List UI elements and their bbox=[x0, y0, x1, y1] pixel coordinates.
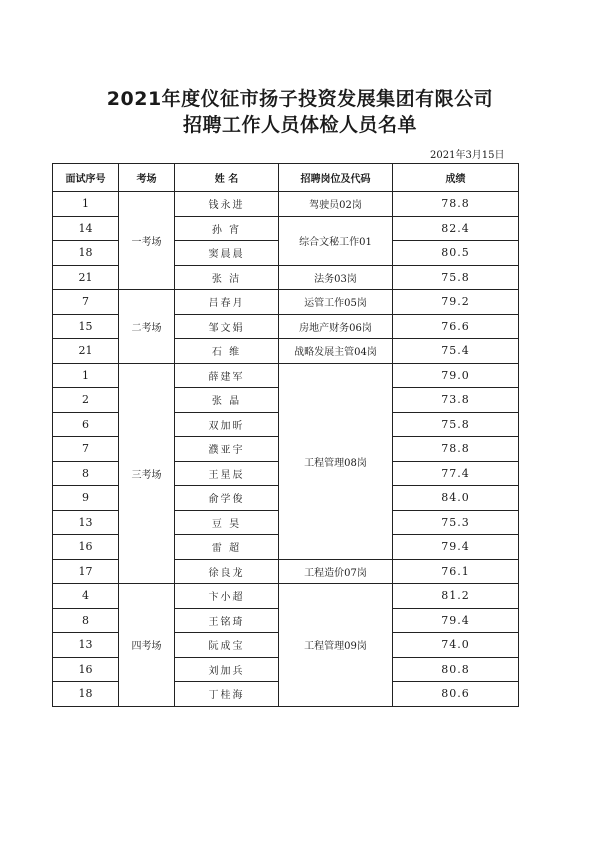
position: 战略发展主管04岗 bbox=[279, 339, 393, 364]
interview-no: 4 bbox=[53, 584, 119, 609]
position: 运管工作05岗 bbox=[279, 290, 393, 315]
score: 80.8 bbox=[393, 657, 519, 682]
score: 79.4 bbox=[393, 535, 519, 560]
interview-no: 16 bbox=[53, 535, 119, 560]
exam-room: 四考场 bbox=[119, 584, 175, 707]
interview-no: 1 bbox=[53, 363, 119, 388]
position: 驾驶员02岗 bbox=[279, 192, 393, 217]
interview-no: 7 bbox=[53, 437, 119, 462]
score: 79.0 bbox=[393, 363, 519, 388]
candidate-table bbox=[52, 163, 519, 707]
candidate-name: 刘加兵 bbox=[175, 657, 279, 682]
interview-no: 18 bbox=[53, 241, 119, 266]
score: 81.2 bbox=[393, 584, 519, 609]
exam-room: 一考场 bbox=[119, 192, 175, 290]
candidate-name: 张 洁 bbox=[175, 265, 279, 290]
interview-no: 9 bbox=[53, 486, 119, 511]
header-name: 姓 名 bbox=[175, 164, 279, 192]
header-score: 成绩 bbox=[393, 164, 519, 192]
table-row bbox=[53, 584, 519, 609]
candidate-name: 孙 宵 bbox=[175, 216, 279, 241]
candidate-name: 丁桂海 bbox=[175, 682, 279, 707]
candidate-name: 俞学俊 bbox=[175, 486, 279, 511]
header-position: 招聘岗位及代码 bbox=[279, 164, 393, 192]
score: 78.8 bbox=[393, 192, 519, 217]
score: 76.6 bbox=[393, 314, 519, 339]
score: 76.1 bbox=[393, 559, 519, 584]
position: 法务03岗 bbox=[279, 265, 393, 290]
candidate-name: 阮成宝 bbox=[175, 633, 279, 658]
position: 综合文秘工作01 bbox=[279, 216, 393, 265]
interview-no: 16 bbox=[53, 657, 119, 682]
document-title-line1: 2021年度仪征市扬子投资发展集团有限公司 bbox=[106, 88, 494, 110]
interview-no: 15 bbox=[53, 314, 119, 339]
position: 工程造价07岗 bbox=[279, 559, 393, 584]
position: 房地产财务06岗 bbox=[279, 314, 393, 339]
score: 79.4 bbox=[393, 608, 519, 633]
candidate-name: 双加昕 bbox=[175, 412, 279, 437]
score: 84.0 bbox=[393, 486, 519, 511]
score: 73.8 bbox=[393, 388, 519, 413]
document-title-line2: 招聘工作人员体检人员名单 bbox=[182, 114, 417, 136]
header-exam-room: 考场 bbox=[119, 164, 175, 192]
candidate-name: 王星辰 bbox=[175, 461, 279, 486]
candidate-name: 窦晨晨 bbox=[175, 241, 279, 266]
candidate-name: 钱永进 bbox=[175, 192, 279, 217]
candidate-name: 豆 昊 bbox=[175, 510, 279, 535]
position: 工程管理09岗 bbox=[279, 584, 393, 707]
candidate-name: 吕春月 bbox=[175, 290, 279, 315]
interview-no: 21 bbox=[53, 339, 119, 364]
score: 74.0 bbox=[393, 633, 519, 658]
candidate-name: 雷 超 bbox=[175, 535, 279, 560]
interview-no: 8 bbox=[53, 461, 119, 486]
interview-no: 14 bbox=[53, 216, 119, 241]
candidate-name: 张 晶 bbox=[175, 388, 279, 413]
score: 82.4 bbox=[393, 216, 519, 241]
score: 75.4 bbox=[393, 339, 519, 364]
header-interview-no: 面试序号 bbox=[53, 164, 119, 192]
interview-no: 13 bbox=[53, 633, 119, 658]
document-date: 2021年3月15日 bbox=[430, 150, 505, 161]
interview-no: 13 bbox=[53, 510, 119, 535]
interview-no: 21 bbox=[53, 265, 119, 290]
table-row bbox=[53, 290, 519, 315]
interview-no: 2 bbox=[53, 388, 119, 413]
candidate-name: 王铭琦 bbox=[175, 608, 279, 633]
score: 75.3 bbox=[393, 510, 519, 535]
candidate-name: 濮亚宇 bbox=[175, 437, 279, 462]
candidate-name: 薛建军 bbox=[175, 363, 279, 388]
score: 75.8 bbox=[393, 265, 519, 290]
candidate-name: 邹文娟 bbox=[175, 314, 279, 339]
interview-no: 18 bbox=[53, 682, 119, 707]
candidate-name: 徐良龙 bbox=[175, 559, 279, 584]
table-row bbox=[53, 192, 519, 217]
interview-no: 7 bbox=[53, 290, 119, 315]
interview-no: 6 bbox=[53, 412, 119, 437]
candidate-name: 卞小超 bbox=[175, 584, 279, 609]
exam-room: 三考场 bbox=[119, 363, 175, 584]
score: 79.2 bbox=[393, 290, 519, 315]
score: 75.8 bbox=[393, 412, 519, 437]
position: 工程管理08岗 bbox=[279, 363, 393, 559]
candidate-name: 石 维 bbox=[175, 339, 279, 364]
score: 80.6 bbox=[393, 682, 519, 707]
score: 77.4 bbox=[393, 461, 519, 486]
interview-no: 17 bbox=[53, 559, 119, 584]
table-row bbox=[53, 363, 519, 388]
exam-room: 二考场 bbox=[119, 290, 175, 364]
score: 80.5 bbox=[393, 241, 519, 266]
interview-no: 8 bbox=[53, 608, 119, 633]
score: 78.8 bbox=[393, 437, 519, 462]
table-header-row bbox=[53, 164, 519, 192]
interview-no: 1 bbox=[53, 192, 119, 217]
